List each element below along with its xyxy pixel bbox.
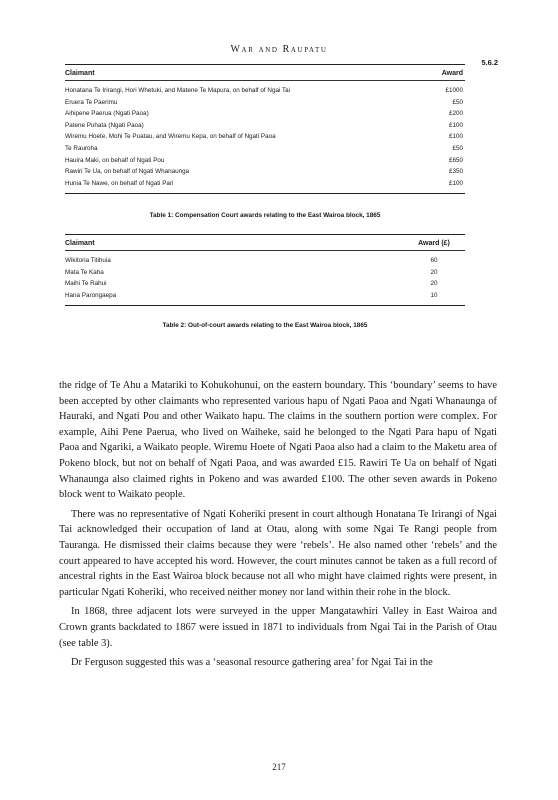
table-row — [65, 267, 465, 279]
table-row — [65, 97, 465, 109]
claimant-cell: Maihi Te Rahui — [65, 280, 107, 288]
body-text — [59, 378, 497, 671]
paragraph: In 1868, three adjacent lots were surveyed in the upper Mangatawhiri Valley in East Wairoa and Crown grants backdated to 1867 were issued in 1871 to individuals from Ngai Tai in the Parish of Otau (see table 3). — [59, 606, 497, 649]
award-cell: 60 — [430, 257, 438, 264]
table-1-caption: Table 1: Compensation Court awards relating to the East Wairoa block, 1865 — [149, 212, 381, 219]
claimant-cell: Hauira Maki, on behalf of Ngati Pou — [65, 156, 165, 164]
running-head: War and Raupatu — [230, 44, 328, 55]
claimant-cell: Mata Te Kaha — [65, 268, 104, 276]
paragraph: the ridge of Te Ahu a Matariki to Kohukohunui, on the eastern boundary. This ‘boundary’ seems to have been accepted by other claimants who represented various hapu of Ngati Paoa and Ngati Whanaunga of Hauraki, and Ngati Pou and other Waikato hapu. The claims in the southern portion were complex. For example, Aihi Pene Paerua, who lived on Waiheke, said he belonged to the Ngati Para hapu of Ngati Paoa and Ngariki, a Waikato people. Wiremu Hoete of Ngati Paoa also had a claim to the Maketu area of Pokeno block, but not on behalf of Ngati Paoa, and was awarded £15. Rawiri Te Ua on behalf of Ngati Whanaunga also claimed rights in Pokeno and was awarded £100. The other seven awards in Pokeno block went to Waikato people. — [59, 380, 497, 501]
column-header-award: Award — [441, 70, 463, 77]
claimant-cell: Te Rauroha — [65, 144, 98, 152]
award-cell: £100 — [448, 121, 463, 129]
table-row — [65, 85, 465, 97]
section-number: 5.6.2 — [481, 58, 498, 67]
table-row — [65, 166, 465, 178]
table-2-caption: Table 2: Out-of-court awards relating to the East Wairoa block, 1865 — [162, 322, 368, 329]
table-1 — [65, 64, 465, 194]
claimant-cell: Hunia Te Nawe, on behalf of Ngati Pari — [65, 179, 174, 187]
award-cell: £650 — [448, 156, 463, 164]
table-row — [65, 278, 465, 290]
claimant-cell: Aihipene Paerua (Ngati Paoa) — [65, 110, 149, 118]
award-cell: £350 — [448, 168, 463, 176]
column-header-claimant: Claimant — [65, 70, 95, 77]
claimant-cell: Wikitoria Titihuia — [65, 257, 111, 264]
table-row — [65, 290, 465, 302]
column-header-claimant: Claimant — [65, 240, 95, 247]
table-body — [65, 251, 465, 306]
claimant-cell: Honatana Te Irirangi, Hori Whetuki, and Matene Te Mapura, on behalf of Ngai Tai — [65, 87, 291, 94]
table-row — [65, 143, 465, 155]
table-row — [65, 255, 465, 267]
table-body — [65, 81, 465, 194]
award-cell: £100 — [448, 179, 463, 187]
table-row — [65, 155, 465, 167]
award-cell: £200 — [448, 110, 463, 118]
award-cell: £100 — [448, 133, 463, 141]
award-cell: 20 — [430, 268, 438, 276]
table-row — [65, 120, 465, 132]
claimant-cell: Wiremu Hoete, Mohi Te Puatau, and Wiremu Kepa, on behalf of Ngati Paoa — [65, 133, 276, 141]
claimant-cell: Hana Parongaepa — [65, 291, 117, 299]
award-cell: £1000 — [445, 87, 463, 94]
paragraph: There was no representative of Ngati Koheriki present in court although Honatana Te Irirangi of Ngai Tai acknowledged their occupation of land at Otau, along with some Ngai Te Rangi people from Tauranga. He dismissed their claims because they were ‘rebels’. He also named other ‘rebels’ and the court appeared to have accepted his word. However, the court minutes cannot be taken as a full record of ancestral rights in the East Wairoa block because not all who might have claimed rights were present, in particular Ngati Koheriki, who received neither money nor land within their rohe in the block. — [59, 508, 497, 598]
claimant-cell: Rawiri Te Ua, on behalf of Ngati Whanaunga — [65, 168, 190, 176]
column-header-award: Award (£) — [418, 240, 450, 247]
claimant-cell: Eruera Te Paerimu — [65, 98, 118, 106]
table-row — [65, 108, 465, 120]
table-header — [65, 65, 465, 81]
table-2 — [65, 234, 465, 306]
claimant-cell: Patene Puhata (Ngati Paoa) — [65, 121, 144, 129]
table-header — [65, 235, 465, 251]
paragraph: Dr Ferguson suggested this was a ‘seasonal resource gathering area’ for Ngai Tai in the — [71, 657, 433, 669]
award-cell: 20 — [430, 280, 438, 288]
table-row — [65, 178, 465, 190]
award-cell: 10 — [430, 291, 438, 299]
award-cell: £50 — [452, 98, 463, 106]
table-row — [65, 131, 465, 143]
page-number: 217 — [272, 762, 286, 772]
award-cell: £50 — [452, 144, 463, 152]
